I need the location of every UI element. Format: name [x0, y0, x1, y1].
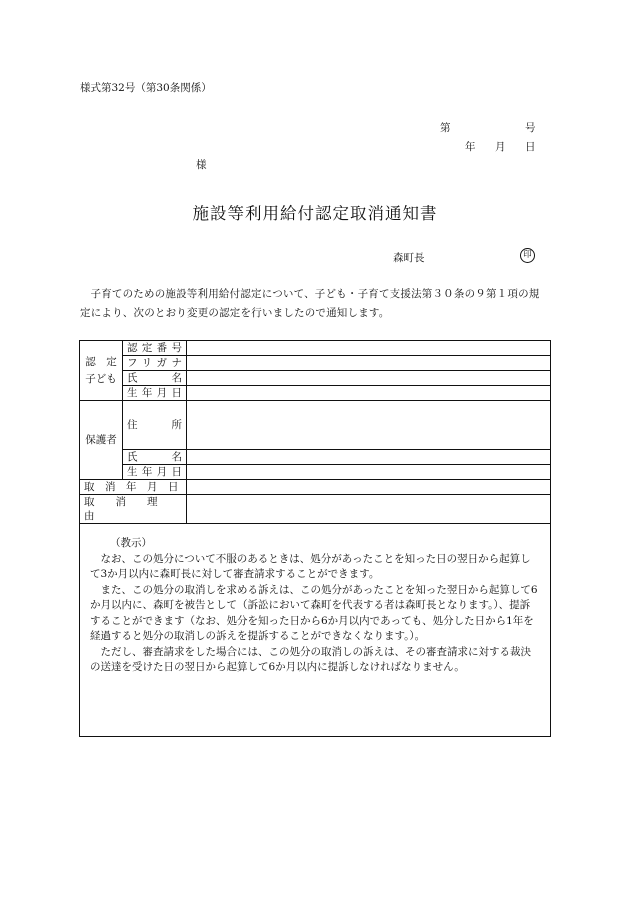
- guardian-name-value[interactable]: [187, 450, 551, 465]
- child-cert-number-value[interactable]: [187, 341, 551, 356]
- child-label-cert-number: 認定番号: [123, 341, 187, 356]
- guardian-birthdate-value[interactable]: [187, 465, 551, 480]
- child-label-furigana: フリガナ: [123, 356, 187, 371]
- addressee-suffix: 様: [196, 159, 207, 171]
- form-number: 様式第32号（第30条関係）: [80, 82, 212, 94]
- date-day-label: 日: [525, 141, 536, 153]
- notice-paragraph-1: なお、この処分について不服のあるときは、処分があったことを知った日の翌日から起算して3か月以内に森町長に対して審査請求することができます。: [90, 552, 531, 580]
- issuer-name: 森町長: [393, 252, 425, 264]
- guardian-address-value[interactable]: [187, 401, 551, 450]
- child-name-value[interactable]: [187, 371, 551, 386]
- child-label-name: 氏 名: [123, 371, 187, 386]
- cancel-reason-label: 取 消 理 由: [80, 495, 187, 524]
- guardian-group-label: 保護者: [80, 401, 123, 480]
- notice-paragraph-2: また、この処分の取消しを求める訴えは、この処分があったことを知った翌日から起算して6か月以内に、森町を被告として（訴訟において森町を代表する者は森町長となります。）、提訴することができます（なお、処分を知った日から6か月以内であっても、処分した日から1年を経過すると処分の取消しの訴えを提訴することができなくなります。）。: [90, 583, 538, 642]
- notice-paragraph-3: ただし、審査請求をした場合には、この処分の取消しの訴えは、その審査請求に対する裁決の送達を受けた日の翌日から起算して6か月以内に提訴しなければなりません。: [90, 645, 531, 673]
- intro-paragraph: 子育てのための施設等利用給付認定について、子ども・子育て支援法第３０条の９第１項の規定により、次のとおり変更の認定を行いましたので通知します。: [80, 288, 540, 319]
- date-month-label: 月: [495, 141, 506, 153]
- document-title: 施設等利用給付認定取消通知書: [192, 204, 438, 223]
- doc-number-suffix: 号: [525, 122, 536, 134]
- doc-number-prefix: 第: [440, 122, 451, 134]
- notice-heading: （教示）: [110, 537, 152, 549]
- guardian-label-name: 氏 名: [123, 450, 187, 465]
- child-label-birthdate: 生年月日: [123, 386, 187, 401]
- child-furigana-value[interactable]: [187, 356, 551, 371]
- certification-table: [79, 340, 551, 737]
- guardian-label-birthdate: 生年月日: [123, 465, 187, 480]
- notice-section: [80, 524, 551, 737]
- cancel-reason-value[interactable]: [187, 495, 551, 524]
- child-birthdate-value[interactable]: [187, 386, 551, 401]
- cancel-date-label: 取 消 年 月 日: [80, 480, 187, 495]
- child-group-label: 認 定 子ども: [80, 341, 123, 401]
- guardian-label-address: 住 所: [123, 401, 187, 450]
- seal-mark: 印: [520, 248, 535, 263]
- date-year-label: 年: [465, 141, 476, 153]
- cancel-date-value[interactable]: [187, 480, 551, 495]
